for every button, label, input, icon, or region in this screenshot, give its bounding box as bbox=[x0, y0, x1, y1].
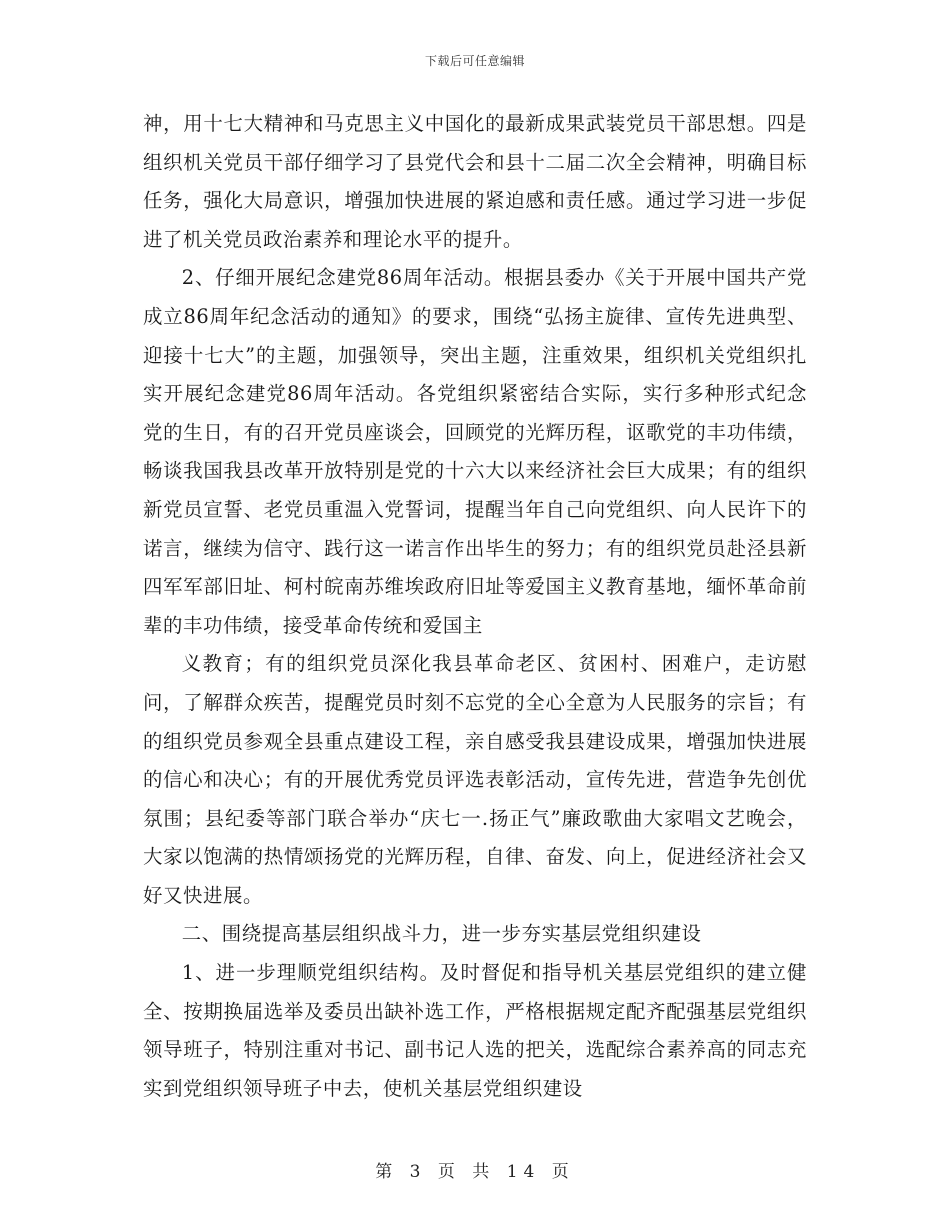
page-header: 下载后可任意编辑 bbox=[424, 54, 525, 68]
paragraph-3: 义教育；有的组织党员深化我县革命老区、贫困村、困难户，走访慰问，了解群众疾苦，提醒党员时刻不忘党的全心全意为人民服务的宗旨；有的组织党员参观全县重点建设工程，亲自感受我县建设成果，增强加快进展的信心和决心；有的开展优秀党员评选表彰活动，宣传先进，营造争先创优氛围；县纪委等部门联合举办“庆七一.扬正气”廉政歌曲大家唱文艺晚会，大家以饱满的热情颂扬党的光辉历程，自律、奋发、向上，促进经济社会又好又快进展。 bbox=[143, 652, 807, 907]
document-body bbox=[143, 105, 807, 1108]
page-footer: 第 3 页 共 14 页 bbox=[375, 1162, 575, 1182]
section-heading: 二、围绕提高基层组织战斗力，进一步夯实基层党组织建设 bbox=[181, 922, 702, 946]
paragraph-1: 神，用十七大精神和马克思主义中国化的最新成果武装党员干部思想。四是组织机关党员干部仔细学习了县党代会和县十二届二次全会精神，明确目标任务，强化大局意识，增强加快进展的紧迫感和责任感。通过学习进一步促进了机关党员政治素养和理论水平的提升。 bbox=[143, 112, 807, 251]
paragraph-4: 1、进一步理顺党组织结构。及时督促和指导机关基层党组织的建立健全、按期换届选举及委员出缺补选工作，严格根据规定配齐配强基层党组织领导班子，特别注重对书记、副书记人选的把关，选配综合素养高的同志充实到党组织领导班子中去，使机关基层党组织建设 bbox=[143, 961, 807, 1100]
paragraph-2: 2、仔细开展纪念建党86周年活动。根据县委办《关于开展中国共产党成立86周年纪念活动的通知》的要求，围绕“弘扬主旋律、宣传先进典型、迎接十七大”的主题，加强领导，突出主题，注重效果，组织机关党组织扎实开展纪念建党86周年活动。各党组织紧密结合实际，实行多种形式纪念党的生日，有的召开党员座谈会，回顾党的光辉历程，讴歌党的丰功伟绩，畅谈我国我县改革开放特别是党的十六大以来经济社会巨大成果；有的组织新党员宣誓、老党员重温入党誓词，提醒当年自己向党组织、向人民许下的诺言，继续为信守、践行这一诺言作出毕生的努力；有的组织党员赴泾县新四军军部旧址、柯村皖南苏维埃政府旧址等爱国主义教育基地，缅怀革命前辈的丰功伟绩，接受革命传统和爱国主 bbox=[143, 266, 807, 637]
